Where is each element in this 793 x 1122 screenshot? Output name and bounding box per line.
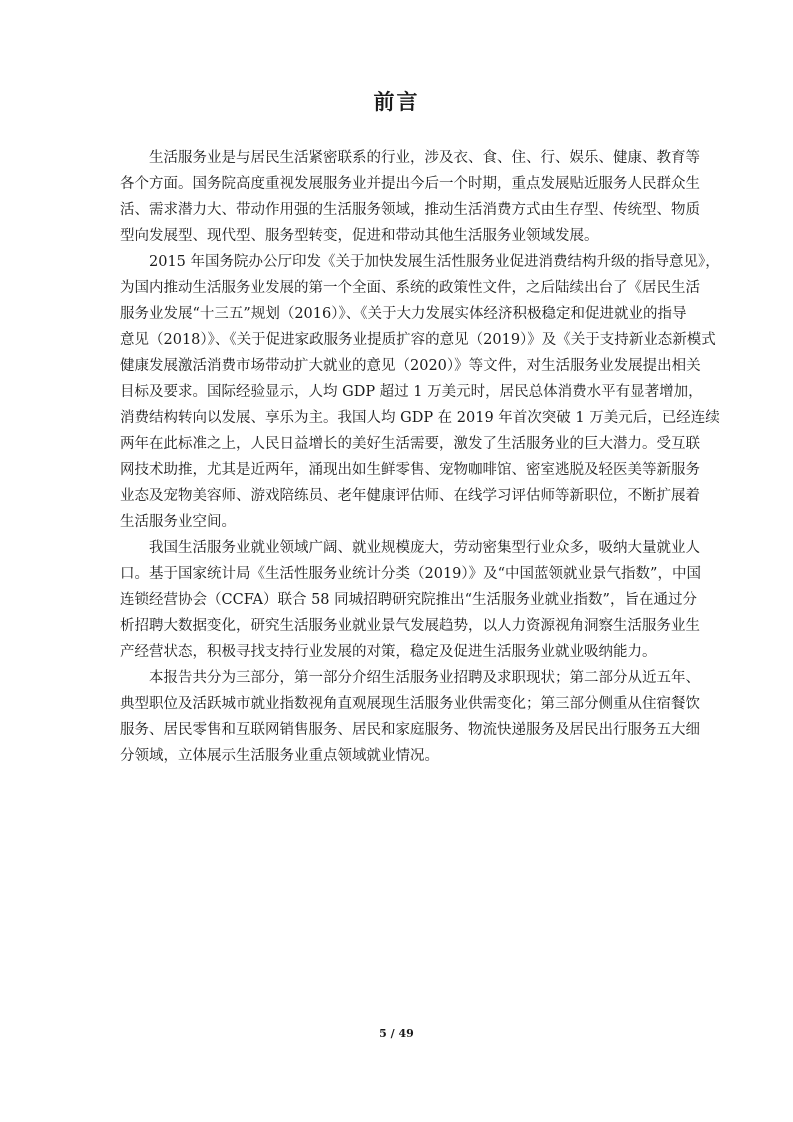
text-line: 健康发展激活消费市场带动扩大就业的意见（2020）》等文件，对生活服务业发展提出相关 (120, 358, 701, 374)
text-line: 本报告共分为三部分，第一部分介绍生活服务业招聘及求职现状；第二部分从近五年、 (149, 670, 700, 686)
text-line: 业态及宠物美容师、游戏陪练员、老年健康评估师、在线学习评估师等新职位，不断扩展着 (120, 488, 700, 504)
text-line: 分领域，立体展示生活服务业重点领域就业情况。 (120, 748, 439, 764)
page-number: 5 / 49 (379, 1027, 414, 1040)
text-line: 析招聘大数据变化，研究生活服务业就业景气发展趋势，以人力资源视角洞察生活服务业生 (120, 618, 700, 634)
text-line: 产经营状态，积极寻找支持行业发展的对策，稳定及促进生活服务业就业吸纳能力。 (120, 644, 657, 660)
text-line: 目标及要求。国际经验显示，人均 GDP 超过 1 万美元时，居民总体消费水平有显著增加， (120, 384, 703, 400)
text-line: 两年在此标准之上，人民日益增长的美好生活需要，激发了生活服务业的巨大潜力。受互联 (120, 436, 700, 452)
text-line: 意见（2018）》、《关于促进家政服务业提质扩容的意见（2019）》及《关于支持新业态新模式 (120, 332, 716, 348)
text-line: 服务、居民零售和互联网销售服务、居民和家庭服务、物流快递服务及居民出行服务五大细 (120, 722, 700, 738)
preface-body (120, 145, 720, 769)
text-line: 生活服务业空间。 (120, 514, 236, 530)
page-title: 前言 (373, 90, 420, 114)
text-line: 2015 年国务院办公厅印发《关于加快发展生活性服务业促进消费结构升级的指导意见》， (149, 254, 720, 270)
text-line: 生活服务业是与居民生活紧密联系的行业，涉及衣、食、住、行、娱乐、健康、教育等 (149, 150, 700, 166)
text-line: 型向发展型、现代型、服务型转变，促进和带动其他生活服务业领域发展。 (120, 228, 599, 244)
text-line: 我国生活服务业就业领域广阔、就业规模庞大，劳动密集型行业众多，吸纳大量就业人 (149, 540, 700, 556)
text-line: 为国内推动生活服务业发展的第一个全面、系统的政策性文件，之后陆续出台了《居民生活 (120, 280, 700, 296)
text-line: 各个方面。国务院高度重视发展服务业并提出今后一个时期，重点发展贴近服务人民群众生 (120, 176, 700, 192)
text-line: 典型职位及活跃城市就业指数视角直观展现生活服务业供需变化；第三部分侧重从住宿餐饮 (120, 696, 700, 712)
text-line: 网技术助推，尤其是近两年，涌现出如生鲜零售、宠物咖啡馆、密室逃脱及轻医美等新服务 (120, 462, 700, 478)
text-line: 服务业发展“十三五”规划（2016）》、《关于大力发展实体经济积极稳定和促进就业的指导 (120, 306, 687, 322)
text-line: 口。基于国家统计局《生活性服务业统计分类（2019）》及“中国蓝领就业景气指数”，中国 (120, 566, 701, 582)
text-line: 连锁经营协会（CCFA）联合 58 同城招聘研究院推出“生活服务业就业指数”，旨在通过分 (120, 592, 697, 608)
text-line: 消费结构转向以发展、享乐为主。我国人均 GDP 在 2019 年首次突破 1 万美元后，已经连续 (120, 410, 720, 426)
text-line: 活、需求潜力大、带动作用强的生活服务领域，推动生活消费方式由生存型、传统型、物质 (120, 202, 700, 218)
